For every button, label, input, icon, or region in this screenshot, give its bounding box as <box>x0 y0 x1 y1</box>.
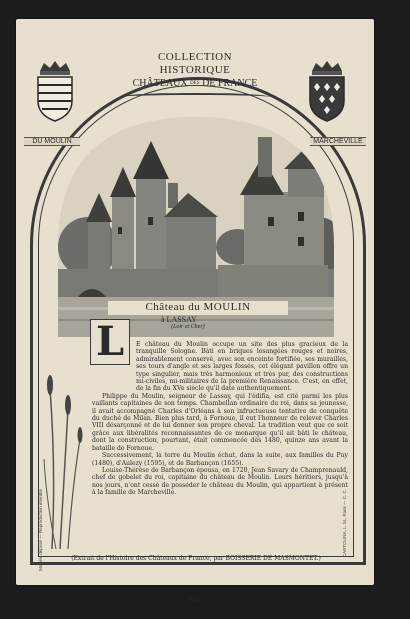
ribbon-right: MARCHEVILLE <box>310 137 366 146</box>
collection-title <box>128 43 262 99</box>
history-text <box>92 341 348 497</box>
paragraph: Successivement, la terre du Moulin échut, dans la suite, aux familles du Puy (1480), d'Aulezy (1595), et de Barbançon (1655). <box>92 452 348 467</box>
paragraph: Philippe du Moulin, seigneur de Lassay, qui l'édifia, est cité parmi les plus vaillants capitaines de son temps. Chambellan ordinaire du roi, dans sa jeunesse, il avait accompagné Charles d'Orléans à son infructueuse tentative de conquête du duché de Milan. Bien plus tard, à Fornoue, il eut l'honneur de relever Charles VIII désarçonné et de lui donner son propre cheval. La tradition veut que ce soit grâce aux libéralités reconnaissantes de ce monarque qu'il ait bâti le château, dont la construction, pourtant, était commencée dès 1480, quinze ans avant la bataille de Fornoue. <box>92 392 348 452</box>
castle-place: à LASSAY <box>161 315 197 324</box>
castle-name <box>108 301 288 315</box>
page-number: (98) <box>188 597 202 604</box>
side-note-left: Modèle déposé — Reproduction interdite <box>38 489 43 571</box>
castle-name-prefix: Château du <box>145 301 201 313</box>
castle-name-main: MOULIN <box>203 301 251 313</box>
castle-department: (Loir et Cher) <box>171 324 205 330</box>
title-de-france: DE FRANCE <box>202 78 258 89</box>
title-des: DES <box>190 81 200 87</box>
paragraph: E château du Moulin occupe un site des plus gracieux de la tranquille Sologne. Bâti en briques losangées rouges et noires, admirablement conservé, avec son enceinte fortifiée, ses murailles, ses tours d'angle et ses larges fossés, cet élégant pavillon offre un type singulier, mais très harmonieux et très pur, des constructions mi-civiles, mi-militaires de la première Renaissance. C'est, en effet, de la fin du XVe siècle qu'il date authentiquement. <box>136 341 348 393</box>
paragraph: Louise-Thérèse de Barbançon épousa, en 1720, Jean Savary de Champrenauld, chef de gobelet du roi, capitaine du château de Moulin. Leurs héritiers, jusqu'à nos jours, n'ont cessé de posséder le château du Moulin, qui appartient à présent à la famille de Marcheville. <box>92 466 348 497</box>
source-credit: (Extrait de l'Histoire des Châteaux de France, par BOISSERIE DE MASMONTET.) <box>71 555 321 562</box>
ribbon-left: DU MOULIN <box>24 137 80 146</box>
drop-cap: L <box>90 319 130 365</box>
reeds-decoration <box>42 349 88 549</box>
postcard <box>16 19 374 604</box>
title-chateaux: CHÂTEAUX <box>132 78 188 89</box>
title-line-1: COLLECTION HISTORIQUE <box>157 51 233 76</box>
title-line-2 <box>128 77 262 90</box>
side-note-right: CARTOLINA, L. M., Paris — C. C. <box>342 489 347 558</box>
